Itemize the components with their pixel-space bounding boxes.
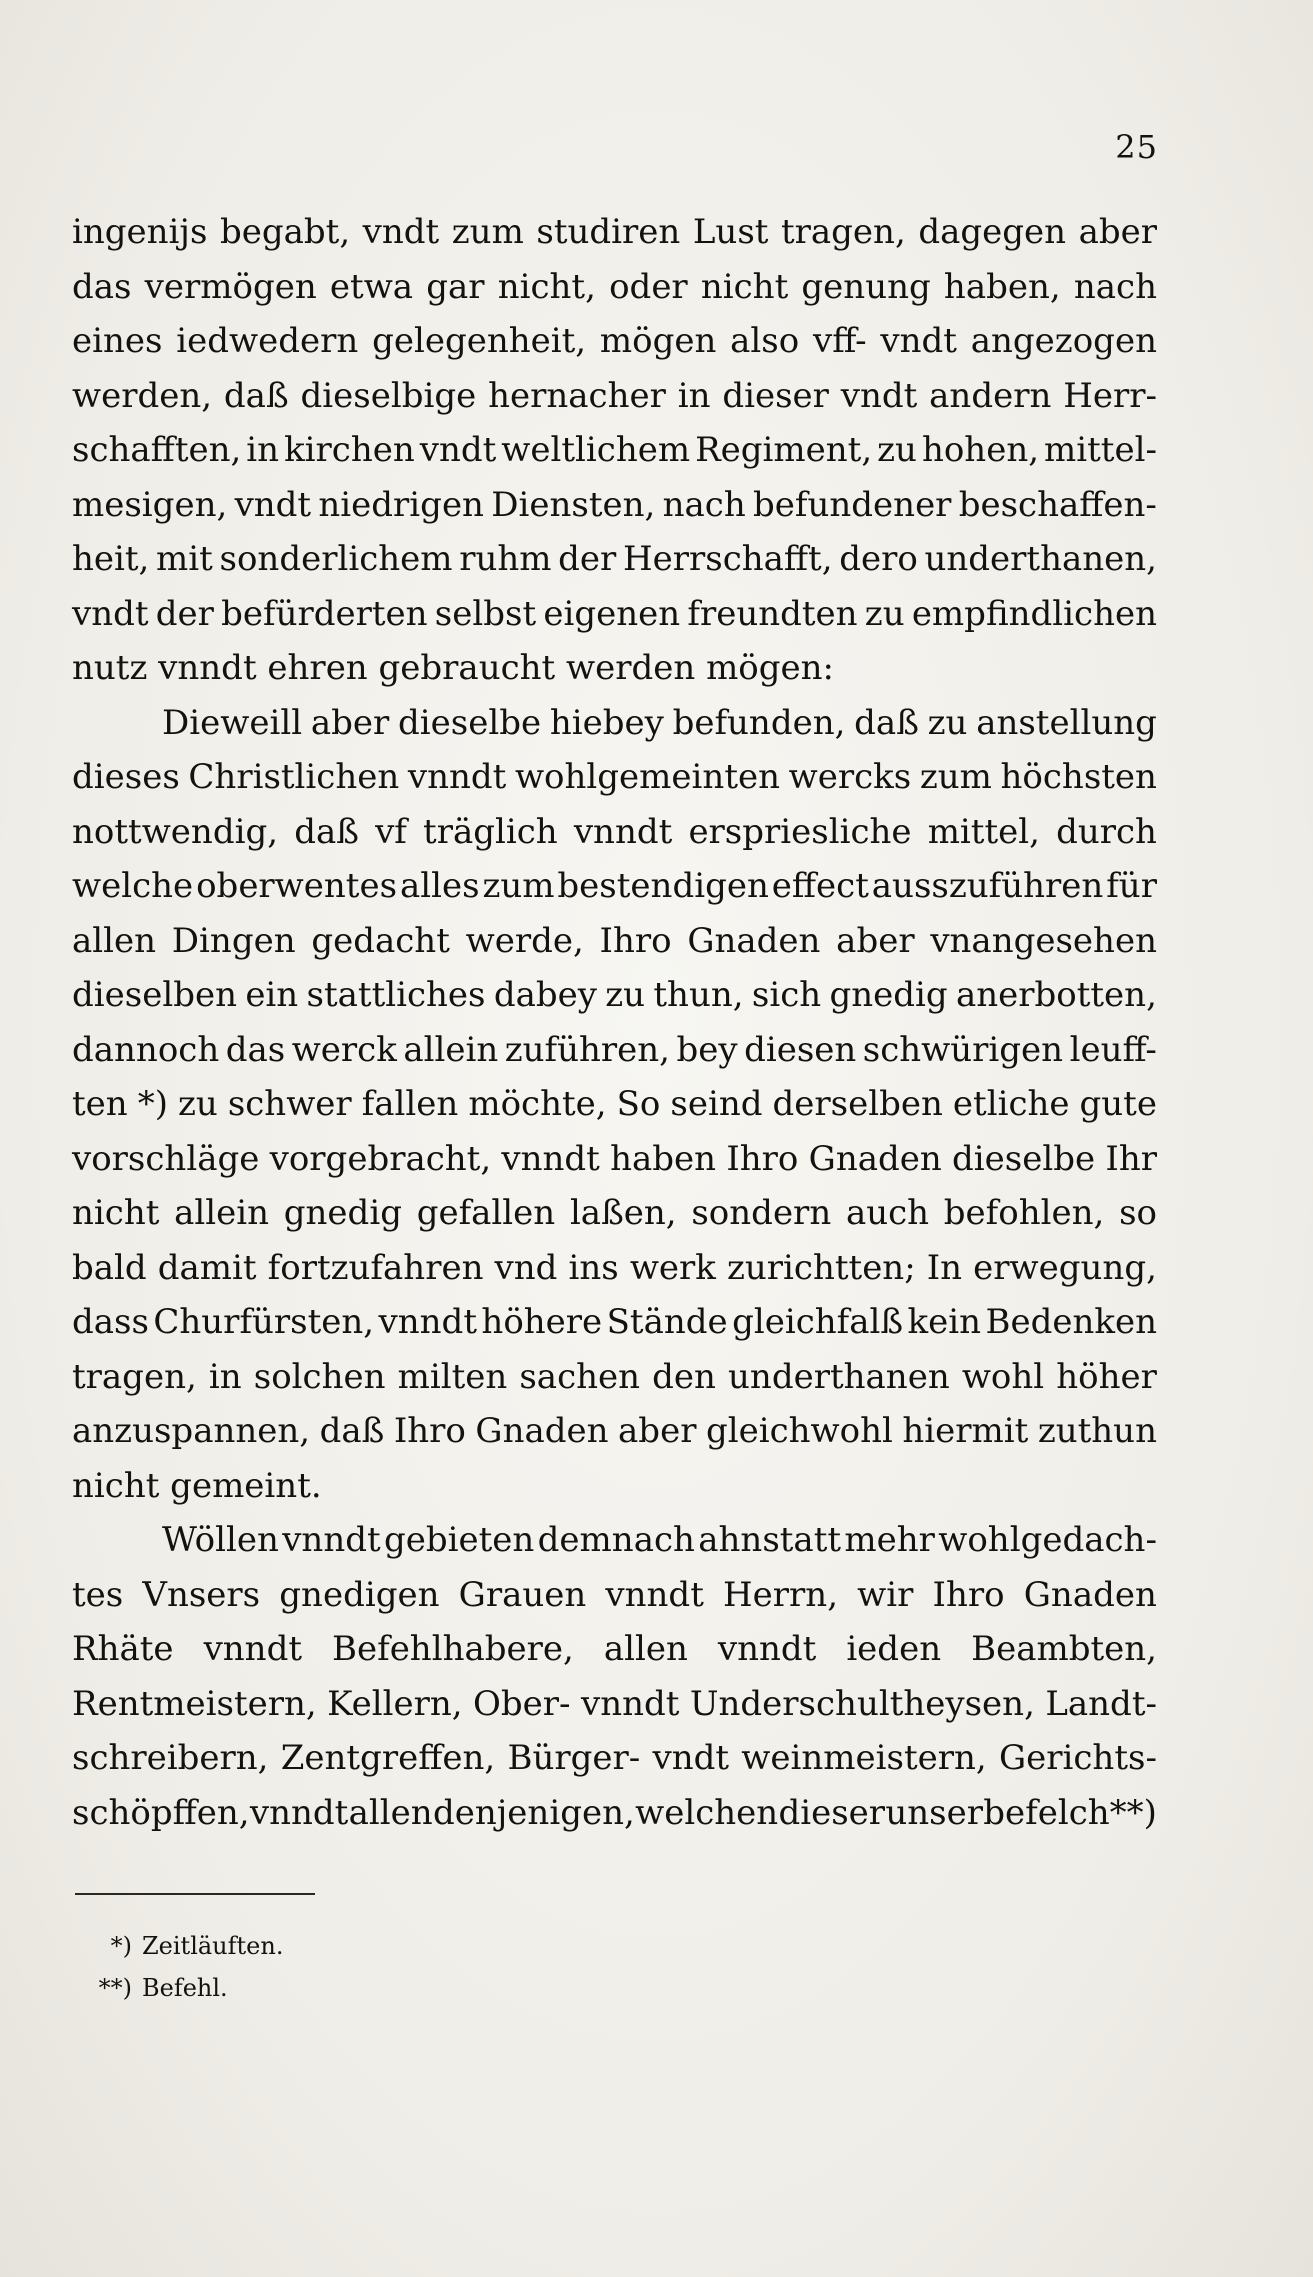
text-line: werden, daß dieselbige hernacher in dieser vndt andern Herr- bbox=[72, 375, 1157, 416]
text-line: schöpffen, vnndt allen denjenigen, welchen dieser unser befelch**) bbox=[72, 1792, 1157, 1833]
text-line: dieses Christlichen vnndt wohlgemeinten wercks zum höchsten bbox=[72, 757, 1157, 797]
footnote-mark: *) bbox=[110, 1932, 132, 1960]
text-line: schafften, in kirchen vndt weltlichem Regiment, zu hohen, mittel- bbox=[72, 430, 1157, 470]
text-line: nutz vnndt ehren gebraucht werden mögen: bbox=[72, 648, 835, 688]
text-line: bald damit fortzufahren vnd ins werk zurichtten; In erwegung, bbox=[72, 1247, 1157, 1288]
text-line: nicht allein gnedig gefallen laßen, sondern auch befohlen, so bbox=[72, 1193, 1157, 1233]
text-line: vorschläge vorgebracht, vnndt haben Ihro Gnaden dieselbe Ihr bbox=[72, 1138, 1157, 1179]
text-line: ingenijs begabt, vndt zum studiren Lust tragen, dagegen aber bbox=[72, 212, 1157, 252]
page-number: 25 bbox=[1115, 128, 1158, 166]
text-line: Rentmeistern, Kellern, Ober- vnndt Underschultheysen, Landt- bbox=[72, 1683, 1157, 1724]
text-line: ten *) zu schwer fallen möchte, So seind derselben etliche gute bbox=[72, 1084, 1157, 1124]
footnote-divider bbox=[75, 1893, 315, 1895]
footnote-text: Befehl. bbox=[142, 1974, 228, 2002]
text-line: allen Dingen gedacht werde, Ihro Gnaden aber vnangesehen bbox=[72, 920, 1157, 961]
text-line: das vermögen etwa gar nicht, oder nicht genung haben, nach bbox=[72, 266, 1157, 307]
footnotes bbox=[90, 1925, 283, 2009]
text-line: Wöllen vnndt gebieten demnach ahnstatt mehr wohlgedach- bbox=[162, 1520, 1157, 1560]
text-line: welche oberwentes alles zum bestendigen effect ausszuführen für bbox=[72, 866, 1157, 906]
text-line: Rhäte vnndt Befehlhabere, allen vnndt ieden Beambten, bbox=[72, 1629, 1157, 1669]
text-line: eines iedwedern gelegenheit, mögen also vff- vndt angezogen bbox=[72, 321, 1157, 361]
text-line: vndt der befürderten selbst eigenen freundten zu empfindlichen bbox=[72, 593, 1157, 634]
footnote bbox=[90, 1967, 283, 2009]
text-line: nottwendig, daß vf träglich vnndt erspriesliche mittel, durch bbox=[72, 811, 1157, 852]
footnote bbox=[90, 1925, 283, 1967]
text-line: heit, mit sonderlichem ruhm der Herrschafft, dero underthanen, bbox=[72, 539, 1157, 579]
text-line: anzuspannen, daß Ihro Gnaden aber gleichwohl hiermit zuthun bbox=[72, 1411, 1157, 1451]
text-line: tes Vnsers gnedigen Grauen vnndt Herrn, wir Ihro Gnaden bbox=[72, 1574, 1157, 1615]
footnote-mark: **) bbox=[98, 1974, 132, 2002]
text-line: tragen, in solchen milten sachen den underthanen wohl höher bbox=[72, 1356, 1157, 1397]
text-line: dieselben ein stattliches dabey zu thun, sich gnedig anerbotten, bbox=[72, 975, 1157, 1015]
text-line: schreibern, Zentgreffen, Bürger- vndt weinmeistern, Gerichts- bbox=[72, 1738, 1157, 1778]
footnote-text: Zeitläuften. bbox=[142, 1932, 284, 1960]
text-line: dass Churfürsten, vnndt höhere Stände gleichfalß kein Bedenken bbox=[72, 1302, 1157, 1342]
text-line: nicht gemeint. bbox=[72, 1465, 322, 1506]
body-text bbox=[72, 205, 1157, 1840]
text-line: mesigen, vndt niedrigen Diensten, nach befundener beschaffen- bbox=[72, 484, 1157, 525]
text-line: Dieweill aber dieselbe hiebey befunden, daß zu anstellung bbox=[162, 702, 1157, 743]
text-line: dannoch das werck allein zuführen, bey diesen schwürigen leuff- bbox=[72, 1029, 1157, 1070]
